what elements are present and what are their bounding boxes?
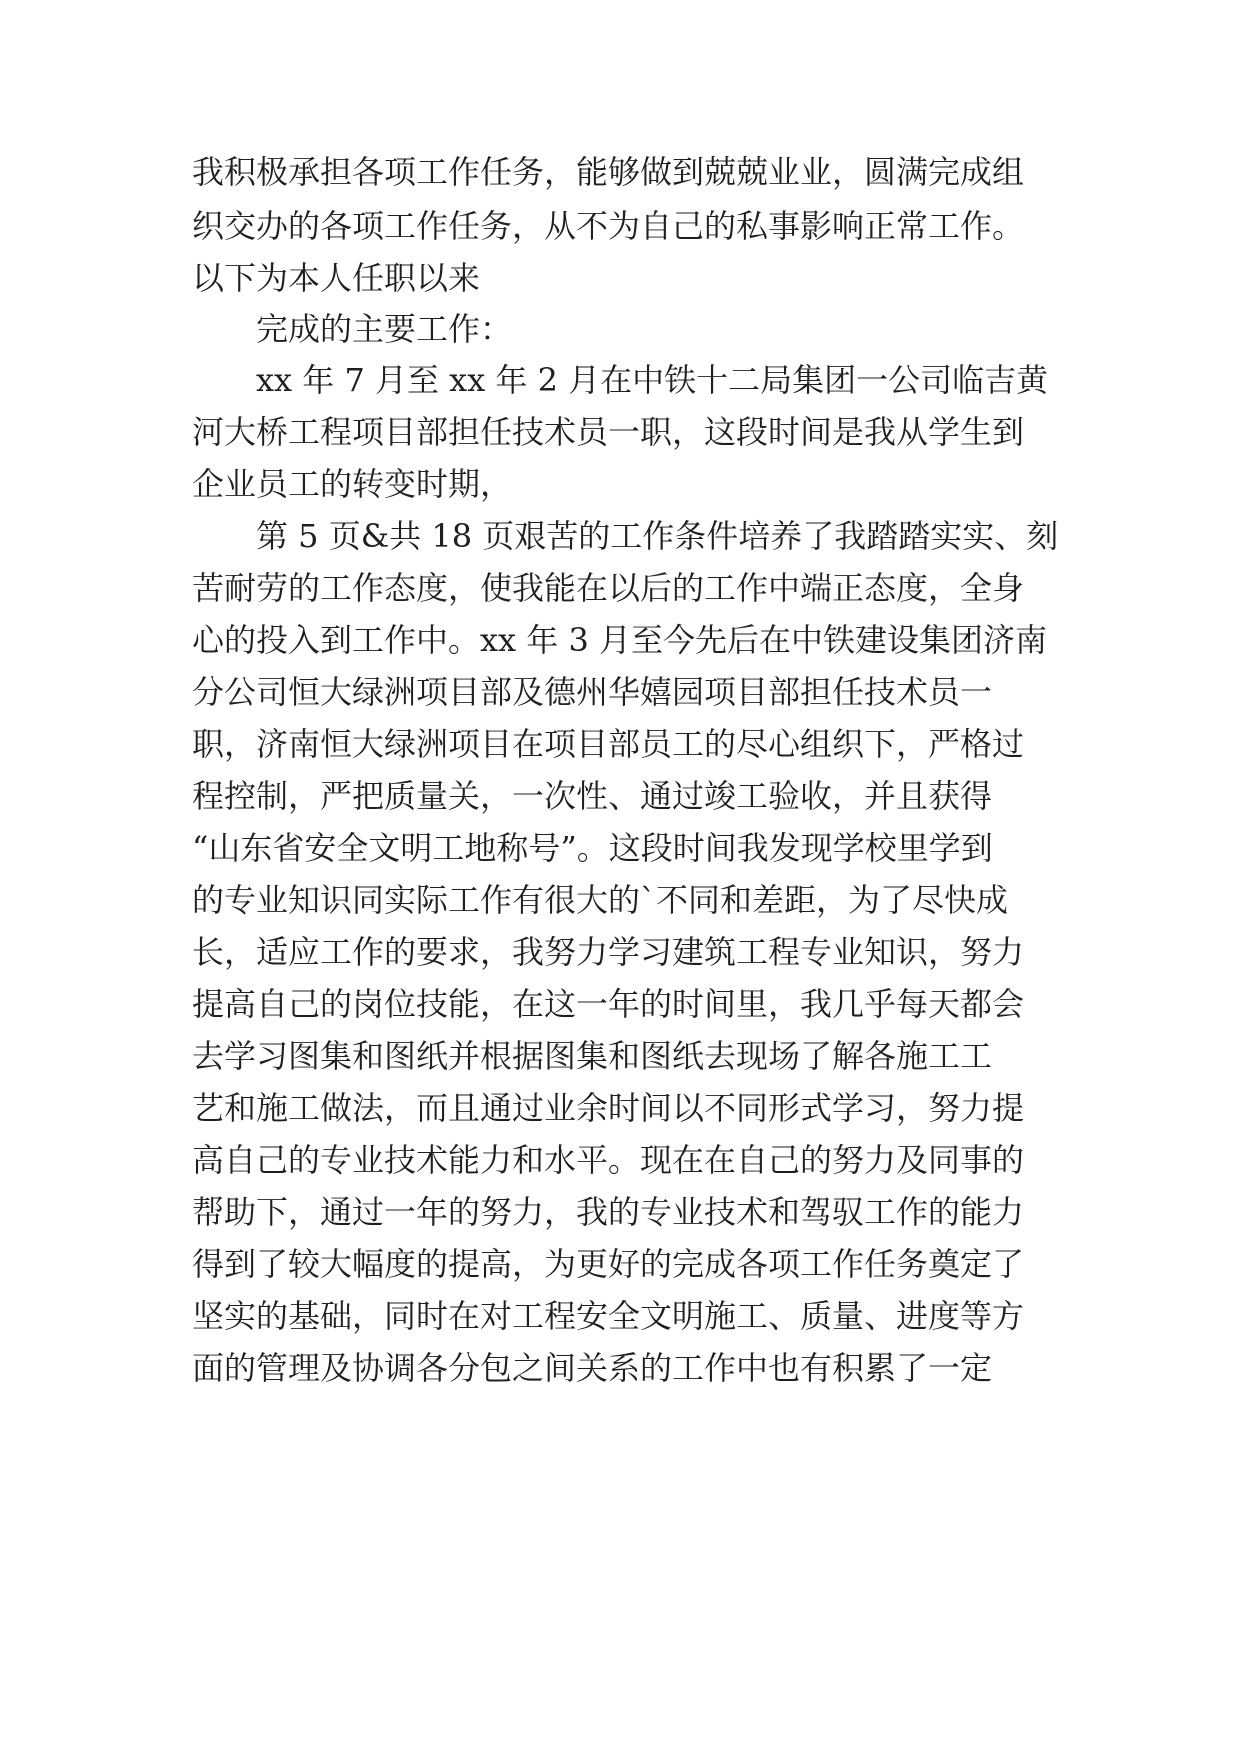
text-line: xx 年 7 月至 xx 年 2 月在中铁十二局集团一公司临吉黄	[256, 361, 1049, 399]
text-line: 高自己的专业技术能力和水平。现在在自己的努力及同事的	[192, 1141, 1025, 1179]
text-line: 织交办的各项工作任务，从不为自己的私事影响正常工作。	[192, 207, 1025, 245]
text-line: 去学习图集和图纸并根据图集和图纸去现场了解各施工工	[192, 1037, 993, 1075]
text-line: 河大桥工程项目部担任技术员一职，这段时间是我从学生到	[192, 413, 1025, 451]
text-line: 坚实的基础，同时在对工程安全文明施工、质量、进度等方	[192, 1297, 1025, 1335]
text-line: 第 5 页&共 18 页艰苦的工作条件培养了我踏踏实实、刻	[256, 517, 1059, 555]
text-line: 以下为本人任职以来	[192, 259, 481, 297]
text-line: 的专业知识同实际工作有很大的`不同和差距，为了尽快成	[192, 881, 1009, 919]
text-line: 分公司恒大绿洲项目部及德州华嬉园项目部担任技术员一	[192, 673, 993, 711]
text-line: 帮助下，通过一年的努力，我的专业技术和驾驭工作的能力	[192, 1193, 1025, 1231]
text-line: 我积极承担各项工作任务，能够做到兢兢业业，圆满完成组	[192, 153, 1025, 191]
text-line: 提高自己的岗位技能，在这一年的时间里，我几乎每天都会	[192, 985, 1025, 1023]
text-line: 长，适应工作的要求，我努力学习建筑工程专业知识，努力	[192, 933, 1025, 971]
text-line: 职，济南恒大绿洲项目在项目部员工的尽心组织下，严格过	[192, 725, 1025, 763]
text-line: 心的投入到工作中。xx 年 3 月至今先后在中铁建设集团济南	[192, 621, 1047, 659]
text-line: “山东省安全文明工地称号”。这段时间我发现学校里学到	[192, 829, 993, 867]
text-line: 企业员工的转变时期，	[192, 465, 513, 503]
text-line: 完成的主要工作：	[256, 310, 513, 348]
text-line: 艺和施工做法，而且通过业余时间以不同形式学习，努力提	[192, 1089, 1025, 1127]
text-line: 面的管理及协调各分包之间关系的工作中也有积累了一定	[192, 1349, 993, 1387]
text-line: 苦耐劳的工作态度，使我能在以后的工作中端正态度，全身	[192, 569, 1025, 607]
text-line: 得到了较大幅度的提高，为更好的完成各项工作任务奠定了	[192, 1245, 1025, 1283]
text-line: 程控制，严把质量关，一次性、通过竣工验收，并且获得	[192, 777, 993, 815]
